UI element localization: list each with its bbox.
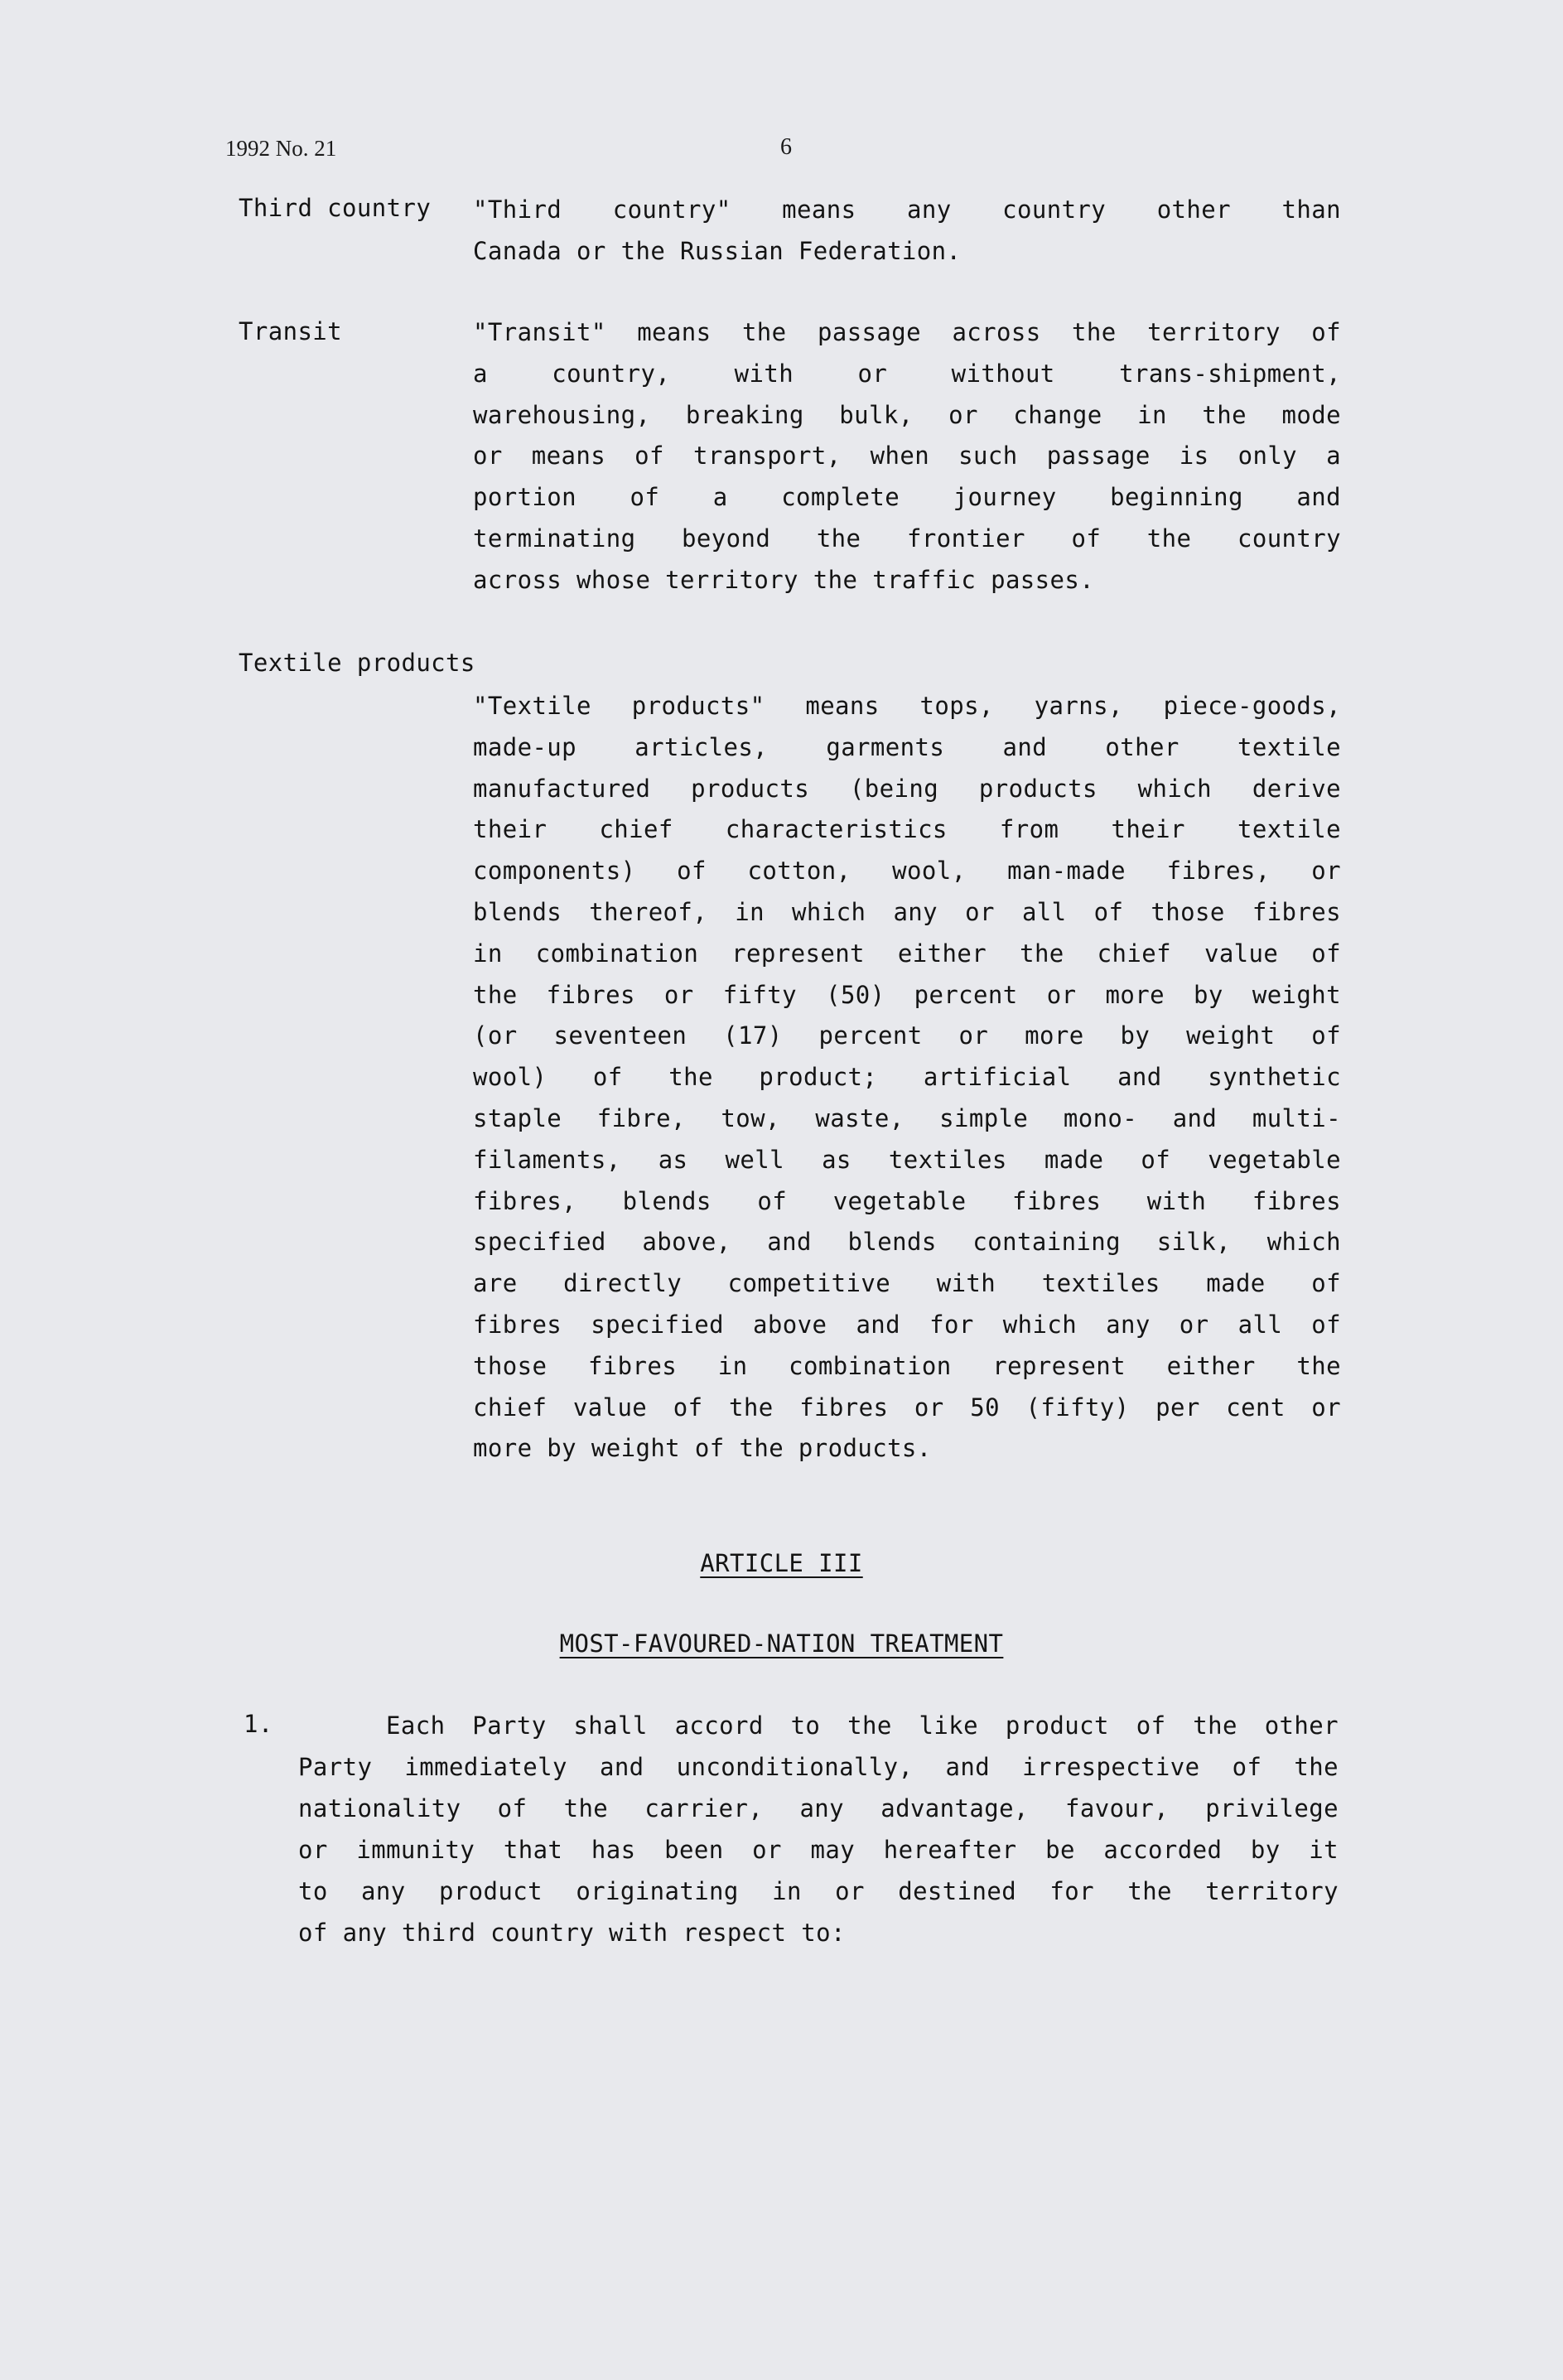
definition-line: a country, with or without trans-shipment,: [473, 359, 1341, 388]
definition-line: fibres specified above and for which any or all of: [473, 1310, 1341, 1339]
definition-line: in combination represent either the chief value of: [473, 939, 1341, 968]
definition-line: their chief characteristics from their textile: [473, 815, 1341, 844]
definition-line: blends thereof, in which any or all of those fibres: [473, 897, 1341, 926]
article-title-heading: MOST-FAVOURED-NATION TREATMENT: [559, 1629, 1004, 1658]
definition-line: warehousing, breaking bulk, or change in the mode: [473, 400, 1341, 429]
definition-term-transit: Transit: [239, 317, 343, 345]
paragraph-line: nationality of the carrier, any advantage, favour, privilege: [298, 1794, 1339, 1822]
definition-line: portion of a complete journey beginning and: [473, 483, 1341, 512]
definition-line: (or seventeen (17) percent or more by weight of: [473, 1021, 1341, 1050]
definition-line: terminating beyond the frontier of the country: [473, 524, 1341, 553]
definition-line: made-up articles, garments and other textile: [473, 732, 1341, 761]
paragraph-line: of any third country with respect to:: [298, 1919, 846, 1947]
paragraph-line: or immunity that has been or may hereafter be accorded by it: [298, 1836, 1339, 1864]
definition-line: more by weight of the products.: [473, 1434, 932, 1463]
paragraph-line: Party immediately and unconditionally, and irrespective of the: [298, 1753, 1339, 1781]
page-number: 6: [780, 134, 792, 160]
definition-line: across whose territory the traffic passes.: [473, 565, 1095, 594]
definition-line: Canada or the Russian Federation.: [473, 236, 962, 265]
definition-line: or means of transport, when such passage is only a: [473, 442, 1341, 471]
definition-line: are directly competitive with textiles made of: [473, 1269, 1341, 1298]
definition-line: staple fibre, tow, waste, simple mono- and multi-: [473, 1103, 1341, 1132]
definition-line: fibres, blends of vegetable fibres with fibres: [473, 1186, 1341, 1215]
paragraph-line: Each Party shall accord to the like product of the other: [386, 1711, 1339, 1740]
document-reference: 1992 No. 21: [225, 136, 337, 161]
definition-line: the fibres or fifty (50) percent or more by weight: [473, 980, 1341, 1009]
paragraph-number: 1.: [244, 1710, 273, 1738]
paragraph-body: [298, 1705, 1339, 1953]
definition-line: "Transit" means the passage across the territory of: [473, 318, 1341, 346]
definition-text-textile-products: [473, 686, 1341, 1470]
definition-line: specified above, and blends containing silk, which: [473, 1228, 1341, 1257]
definition-text-third-country: [473, 190, 1341, 273]
definition-line: those fibres in combination represent either the: [473, 1351, 1341, 1380]
definition-line: components) of cotton, wool, man-made fibres, or: [473, 857, 1341, 886]
definition-line: chief value of the fibres or 50 (fifty) per cent or: [473, 1393, 1341, 1422]
definition-line: manufactured products (being products which derive: [473, 774, 1341, 803]
definition-line: "Textile products" means tops, yarns, piece-goods,: [473, 692, 1341, 720]
article-number-heading: ARTICLE III: [700, 1549, 863, 1577]
definition-term-textile-products: Textile products: [239, 649, 475, 677]
definition-line: wool) of the product; artificial and synthetic: [473, 1063, 1341, 1092]
definition-line: filaments, as well as textiles made of vegetable: [473, 1145, 1341, 1174]
definition-text-transit: [473, 312, 1341, 601]
paragraph-line: to any product originating in or destined for the territory: [298, 1877, 1339, 1905]
definition-line: "Third country" means any country other than: [473, 196, 1341, 224]
definition-term-third-country: Third country: [239, 194, 432, 222]
